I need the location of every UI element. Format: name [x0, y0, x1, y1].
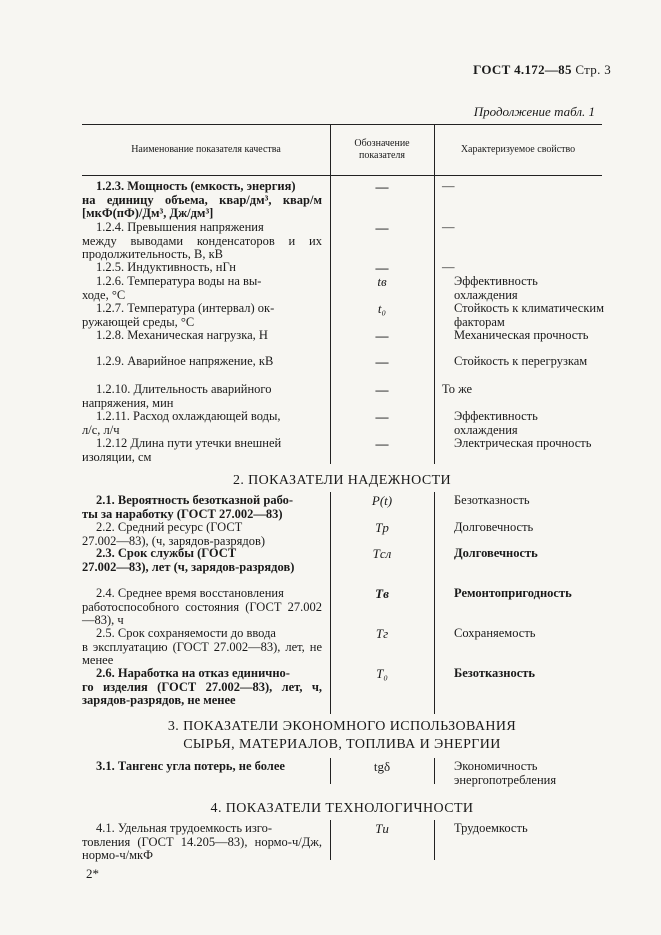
section-4-title: 4. ПОКАЗАТЕЛИ ТЕХНОЛОГИЧНОСТИ	[210, 801, 474, 816]
table-continuation: Продолжение табл. 1	[473, 104, 595, 119]
column-divider-2	[434, 758, 435, 784]
col-header-symbol: Обозначение показателя	[354, 138, 410, 161]
table-header	[82, 124, 602, 176]
column-divider-2	[434, 820, 435, 860]
column-divider-2	[434, 492, 435, 714]
page-label: Стр. 3	[575, 62, 611, 77]
page-header	[473, 62, 611, 78]
section-2-title: 2. ПОКАЗАТЕЛИ НАДЕЖНОСТИ	[232, 473, 452, 488]
col-header-property: Характеризуемое свойство	[460, 144, 576, 155]
section-3-title: 3. ПОКАЗАТЕЛИ ЭКОНОМНОГО ИСПОЛЬЗОВАНИЯ СЫРЬЯ, МАТЕРИАЛОВ, ТОПЛИВА И ЭНЕРГИИ	[167, 719, 517, 752]
col-header-name: Наименование показателя качества	[131, 144, 281, 155]
doc-number: ГОСТ 4.172—85	[473, 62, 572, 77]
page-signature-mark: 2*	[86, 866, 99, 881]
column-divider-2	[434, 124, 435, 464]
